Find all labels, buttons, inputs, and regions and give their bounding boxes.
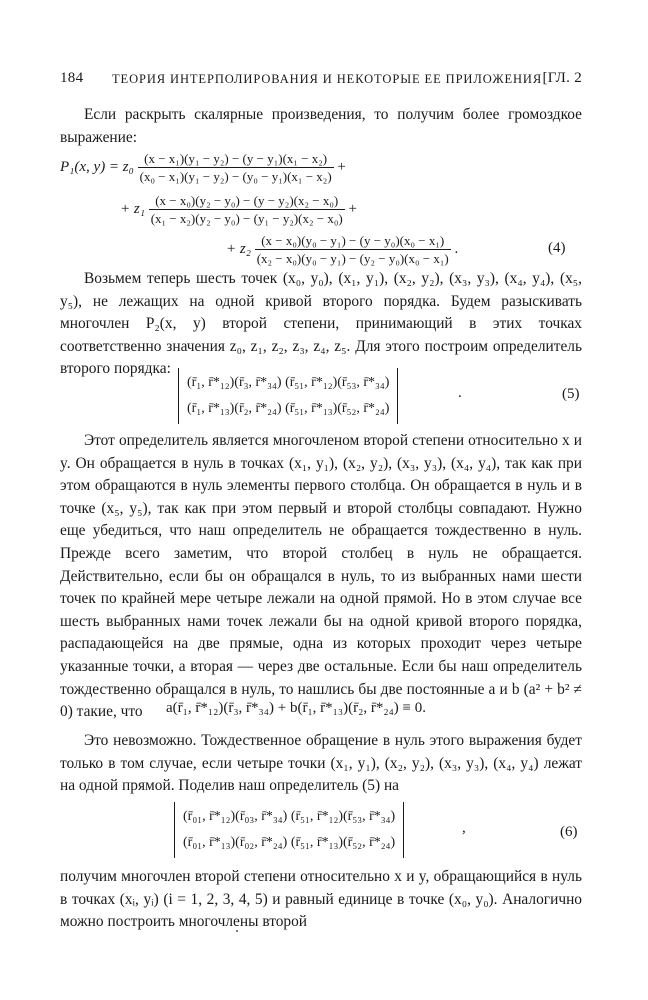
formula-4-line-1: P₁(x, y) = z₀ $\frac{\text{(x − x₁)(y₁ − y₂) − (y − y₁)(x₁ − x₂)}}{\text{(x₀ − x₁)(y₁ − y₂) − (y₀ − y₁)(x₁ − x₂)}}$ + (60, 151, 346, 184)
formula-4-line-2: + z₁ $\frac{\text{(x − x₀)(y₂ − y₀) − (y − y₂)(x₂ − x₀)}}{\text{(x₁ − x₂)(y₂ − y₀) − (y₁ − y₂)(x₂ − x₀)}}$ + (120, 193, 357, 226)
determinant-6: (r̄₀₁, r̄*₁₂)(r̄₀₃, r̄*₃₄) (r̄₅₁, r̄*₁₂)(r̄₅₃, r̄*₃₄) (r̄₀₁, r̄*₁₃)(r̄₀₂, r̄*₂₄) (r̄₅₁, r̄*₁₃)(r̄₅₂, r̄*₂₄) (174, 802, 404, 858)
equation-number-5: (5) (562, 386, 580, 402)
paragraph-intro: Если раскрыть скалярные произведения, то получим более громоздкое выражение: (60, 106, 582, 146)
book-page: 184 ТЕОРИЯ ИНТЕРПОЛИРОВАНИЯ И НЕКОТОРЫЕ ЕЕ ПРИЛОЖЕНИЯ [ГЛ. 2 Если раскрыть скалярные произведения, то получим более громоздкое выражение: P₁(x, y) = z₀ $\frac{\text{(x − x₁)(y₁ − y₂) − (y − y₁)(x₁ − x₂)}}{\text{(x₀ − x₁)(y₁ − y₂) − (y₀ − y₁)(x₁ − x₂)}}$ + + z₁ $\frac{\text{(x − x₀)(y₂ − y₀) − (y − y₂)(x₂ − x₀)}}{\text{(x₁ − x₂)(y₂ − y₀) − (y₁ − y₂)(x₂ − x₀)}}$ + + z₂ $\frac{\text{(x − x₀)(y₀ − y₁) − (y − y₀)(x₀ − x₁)}}{\text{(x₂ − x₀)(y₀ − y₁) − (y₂ − y₀)(x₀ − x₁)}}$ . (4) Возьмем теперь шесть точек (x₀, y₀), (x₁, y₁), (x₂, y₂), (x₃, y₃), (x₄, y₄), (x₅, y₅), не лежащих на одной кривой второго порядка. Будем разыскивать многочлен P₂(x, y) второй степени, принимающий в этих точках соответственно значения z₀, z₁, z₂, z₃, z₄, z₅. Для этого построим определитель второго порядка: (r̄₁, r̄*₁₂)(r̄₃, r̄*₃₄) (r̄₅₁, r̄*₁₂)(r̄₅₃, r̄*₃₄) (r̄₁, r̄*₁₃)(r̄₂, r̄*₂₄) (r̄₅₁, r̄*₁₃)(r̄₅₂, r̄*₂₄) . (5) Этот определитель является многочленом второй степени относительно x и y. Он обращается в нуль в точках (x₁, y₁), (x₂, y₂), (x₃, y₃), (x₄, y₄), так как при этом обращаются в нуль элементы первого столбца. Он обращается в нуль и в точке (x₅, y₅), так как при этом первый и второй столбцы совпадают. Нужно еще убедиться, что наш определитель не обращается тождественно в нуль. Прежде всего заметим, что второй столбец в нуль не обращается. Действительно, если бы он обращался в нуль, то из выбранных нами шести точек по крайней мере четыре лежали на одной прямой. Но в этом случае все шесть выбранных нами точек лежали бы на одной кривой второго порядка, распадающейся на две прямые, одна из которых проходит через четыре указанные точки, а вторая — через две остальные. Если бы наш определитель тождественно обращался в нуль, то нашлись бы две постоянные a и b (a² + b² ≠ 0) такие, что a(r̄₁, r̄*₁₂)(r̄₃, r̄*₃₄) + b(r̄₁, r̄*₁₃)(r̄₂, r̄*₂₄) ≡ 0. Это невозможно. Тождественное обращение в нуль этого выражения будет только в том случае, если четыре точки (x₁, y₁), (x₂, y₂), (x₃, y₃), (x₄, y₄) лежат на одной прямой. Поделив наш определитель (5) на (r̄₀₁, r̄*₁₂)(r̄₀₃, r̄*₃₄) (r̄₅₁, r̄*₁₂)(r̄₅₃, r̄*₃₄) (r̄₀₁, r̄*₁₃)(r̄₀₂, r̄*₂₄) (r̄₅₁, r̄*₁₃)(r̄₅₂, r̄*₂₄) , (6) получим многочлен второй степени относительно x и y, обращающийся в нуль в точках (xᵢ, yᵢ) (i = 1, 2, 3, 4, 5) и равный единице в точке (x₀, y₀). Аналогично можно построить многочлены второй (0, 0, 648, 1000)
equation-number-6: (6) (560, 824, 578, 840)
paragraph-determinant-analysis: Этот определитель является многочленом второй степени относительно x и y. Он обращается в нуль в точках (x₁, y₁), (x₂, y₂), (x₃, y₃), (x₄, y₄), так как при этом обращаются в нуль элементы первого столбца. Он обращается в нуль и в точке (x₅, y₅), так как при этом первый и второй столбцы совпадают. Нужно еще убедиться, что наш определитель не обращается тождественно в нуль. Прежде всего заметим, что второй столбец в нуль не обращается. Действительно, если бы он обращался в нуль, то из выбранных нами шести точек по крайней мере четыре лежали на одной прямой. Но в этом случае все шесть выбранных нами точек лежали бы на одной кривой второго порядка, распадающейся на две прямые, одна из которых проходит через четыре указанные точки, а вторая — через две остальные. Если бы наш определитель тождественно обращался в нуль, то нашлись бы две постоянные a и b (a² + b² ≠ 0) такие, что (60, 432, 582, 721)
formula-4-line-3: + z₂ $\frac{\text{(x − x₀)(y₀ − y₁) − (y − y₀)(x₀ − x₁)}}{\text{(x₂ − x₀)(y₀ − y₁) − (y₂ − y₀)(x₀ − x₁)}}$ . (226, 233, 459, 266)
page-number: 184 (60, 70, 84, 86)
chapter-label: [ГЛ. 2 (542, 70, 582, 86)
running-header (60, 70, 582, 92)
fraction-3: $\frac{\text{(x − x₀)(y₀ − y₁) − (y − y₀)(x₀ − x₁)}}{\text{(x₂ − x₀)(y₀ − y₁) − (y₂ − y₀)(x₀ − x₁)}}$ (256, 233, 449, 266)
determinant-5: (r̄₁, r̄*₁₂)(r̄₃, r̄*₃₄) (r̄₅₁, r̄*₁₂)(r̄₅₃, r̄*₃₄) (r̄₁, r̄*₁₃)(r̄₂, r̄*₂₄) (r̄₅₁, r̄*₁₃)(r̄₅₂, r̄*₂₄) (178, 368, 398, 424)
paragraph-six-points: Возьмем теперь шесть точек (x₀, y₀), (x₁, y₁), (x₂, y₂), (x₃, y₃), (x₄, y₄), (x₅, y₅), не лежащих на одной кривой второго порядка. Будем разыскивать многочлен P₂(x, y) второй степени, принимающий в этих точках соответственно значения z₀, z₁, z₂, z₃, z₄, z₅. Для этого построим определитель второго порядка: (60, 270, 582, 378)
print-speck (236, 930, 238, 932)
identity-formula: a(r̄₁, r̄*₁₂)(r̄₃, r̄*₃₄) + b(r̄₁, r̄*₁₃)(r̄₂, r̄*₂₄) ≡ 0. (166, 700, 427, 716)
fraction-2: $\frac{\text{(x − x₀)(y₂ − y₀) − (y − y₂)(x₂ − x₀)}}{\text{(x₁ − x₂)(y₂ − y₀) − (y₁ − y₂)(x₂ − x₀)}}$ (150, 193, 343, 226)
paragraph-result: получим многочлен второй степени относительно x и y, обращающийся в нуль в точках (xᵢ, yᵢ) (i = 1, 2, 3, 4, 5) и равный единице в точке (x₀, y₀). Аналогично можно построить многочлены второй (60, 868, 582, 931)
equation-number-4: (4) (548, 240, 566, 256)
fraction-1: $\frac{\text{(x − x₁)(y₁ − y₂) − (y − y₁)(x₁ − x₂)}}{\text{(x₀ − x₁)(y₁ − y₂) − (y₀ − y₁)(x₁ − x₂)}}$ (139, 151, 332, 184)
running-title: ТЕОРИЯ ИНТЕРПОЛИРОВАНИЯ И НЕКОТОРЫЕ ЕЕ ПРИЛОЖЕНИЯ (112, 72, 543, 86)
paragraph-impossible: Это невозможно. Тождественное обращение в нуль этого выражения будет только в том случае, если четыре точки (x₁, y₁), (x₂, y₂), (x₃, y₃), (x₄, y₄) лежат на одной прямой. Поделив наш определитель (5) на (60, 732, 582, 795)
formula-lhs: P₁(x, y) = z₀ (60, 158, 134, 175)
